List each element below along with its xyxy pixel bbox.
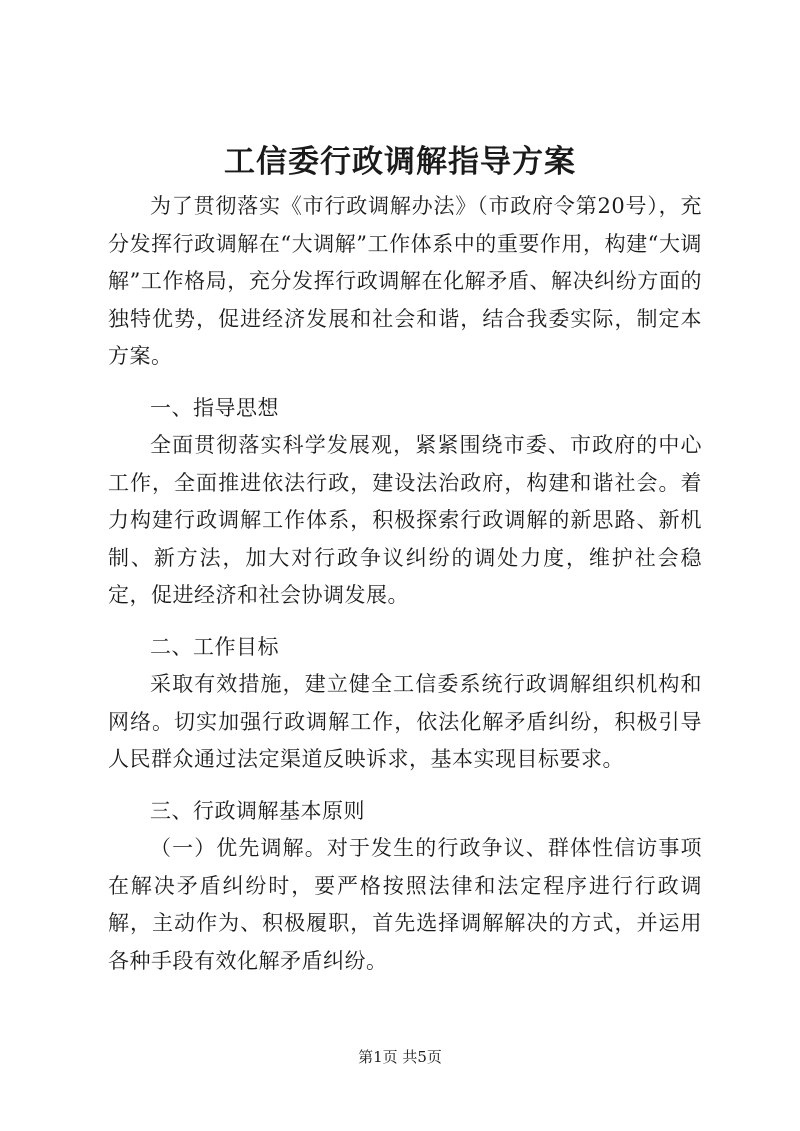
section-heading-3: 三、行政调解基本原则 <box>150 799 365 823</box>
section-heading-2: 二、工作目标 <box>150 635 279 659</box>
paragraph-principle-1 <box>108 830 702 980</box>
paragraph-text: （一）优先调解。对于发生的行政争议、群体性信访事项在解决矛盾纠纷时，要严格按照法律和法定程序进行行政调解，主动作为、积极履职，首先选择调解解决的方式，并运用各种手段有效化解矛盾纠纷。 <box>108 836 702 973</box>
paragraph-work-goals <box>108 666 702 779</box>
paragraph-text: 全面贯彻落实科学发展观，紧紧围绕市委、市政府的中心工作，全面推进依法行政，建设法治政府，构建和谐社会。着力构建行政调解工作体系，积极探索行政调解的新思路、新机制、新方法，加大对行政争议纠纷的调处力度，维护社会稳定，促进经济和社会协调发展。 <box>108 433 702 607</box>
page-footer: 第1页 共5页 <box>358 1048 442 1066</box>
document-title: 工信委行政调解指导方案 <box>224 144 576 180</box>
paragraph-text: 采取有效措施，建立健全工信委系统行政调解组织机构和网络。切实加强行政调解工作，依法化解矛盾纠纷，积极引导人民群众通过法定渠道反映诉求，基本实现目标要求。 <box>108 672 702 771</box>
paragraph-text: 为了贯彻落实《市行政调解办法》（市政府令第20号），充分发挥行政调解在“大调解”工作体系中的重要作用，构建“大调解”工作格局，充分发挥行政调解在化解矛盾、解决纠纷方面的独特优势，促进经济发展和社会和谐，结合我委实际，制定本方案。 <box>108 194 702 368</box>
paragraph-guiding-thought <box>108 427 702 615</box>
section-heading-1: 一、指导思想 <box>150 396 279 420</box>
paragraph-intro <box>108 188 702 376</box>
